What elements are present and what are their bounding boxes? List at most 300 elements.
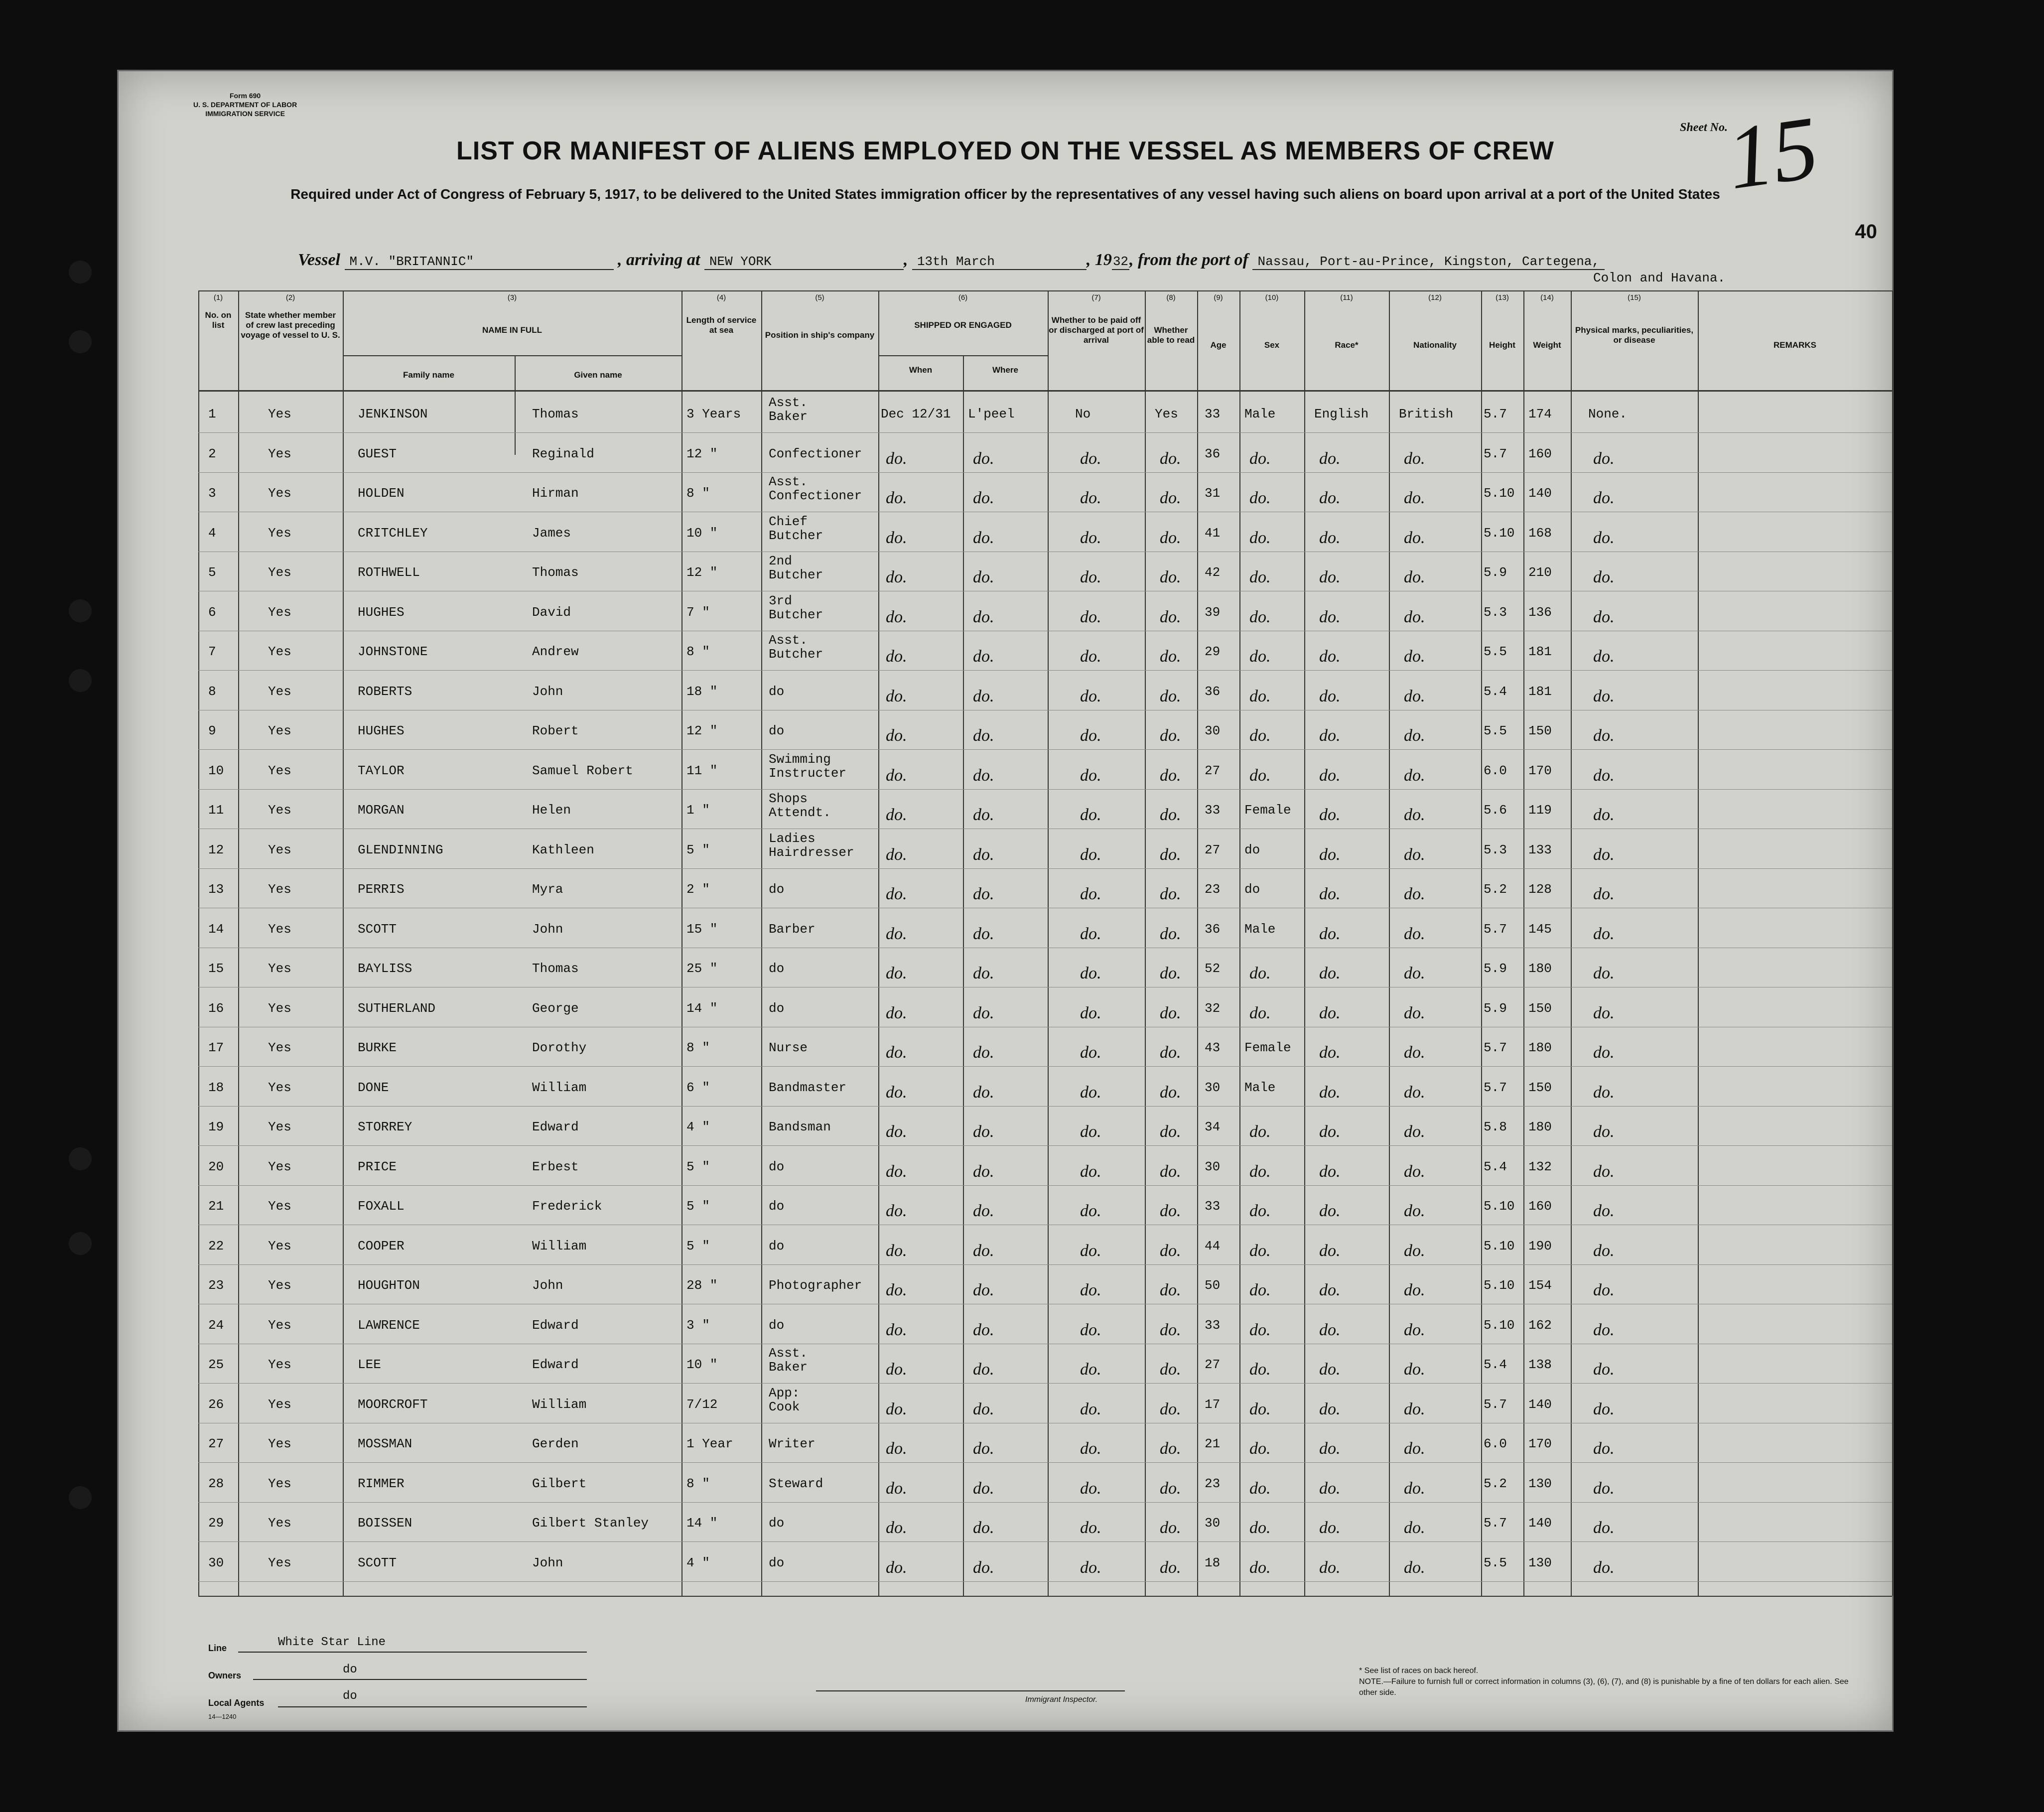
cell-age: 39 [1205, 604, 1221, 620]
ditto-mark: do. [1080, 489, 1101, 507]
ditto-mark: do. [1080, 1360, 1101, 1379]
ditto-mark: do. [886, 1241, 907, 1260]
footer-agents-value: do [343, 1689, 357, 1703]
footer-owners-value: do [343, 1663, 357, 1676]
cell-height: 5.7 [1484, 921, 1507, 937]
ditto-mark: do. [1319, 766, 1341, 785]
ditto-mark: do. [1593, 1281, 1615, 1299]
ditto-mark: do. [1160, 1162, 1181, 1181]
cell-no: 18 [208, 1080, 224, 1095]
footer-agents-label: Local Agents [208, 1698, 265, 1708]
cell-nationality: British [1399, 407, 1454, 421]
ditto-mark: do. [973, 489, 994, 507]
cell-age: 18 [1205, 1555, 1221, 1570]
ditto-mark: do. [1319, 806, 1341, 824]
header-height: Height [1489, 340, 1515, 350]
col-divider [1304, 290, 1305, 1596]
cell-height: 5.7 [1484, 1080, 1507, 1095]
ditto-mark: do. [1319, 1043, 1341, 1062]
ditto-mark: do. [1249, 726, 1271, 745]
ditto-mark: do. [1249, 568, 1271, 586]
inspector-label: Immigrant Inspector. [1025, 1695, 1098, 1704]
ditto-mark: do. [1319, 1479, 1341, 1498]
ditto-mark: do. [886, 489, 907, 507]
cell-sex: Female [1244, 803, 1291, 818]
ditto-mark: do. [1319, 449, 1341, 468]
cell-family-name: LAWRENCE [358, 1317, 420, 1333]
ditto-mark: do. [886, 1003, 907, 1022]
cell-given-name: Reginald [532, 446, 594, 461]
cell-member: Yes [268, 1199, 291, 1214]
ditto-mark: do. [1319, 607, 1341, 626]
ditto-mark: do. [1319, 647, 1341, 666]
col-num: (4) [716, 293, 726, 302]
cell-given-name: John [532, 1278, 563, 1293]
ditto-mark: do. [1404, 1122, 1425, 1141]
cell-member: Yes [268, 1238, 291, 1254]
cell-service: 14 " [686, 1000, 718, 1016]
row-rule [198, 670, 1892, 671]
header-weight: Weight [1533, 340, 1561, 350]
cell-given-name: Gilbert Stanley [532, 1516, 649, 1531]
row-rule [198, 1145, 1892, 1146]
cell-sex: do [1244, 882, 1260, 897]
ditto-mark: do. [1080, 924, 1101, 943]
cell-service: 12 " [686, 565, 718, 580]
cell-no: 2 [208, 446, 216, 461]
col-divider [681, 290, 682, 1596]
cell-height: 5.7 [1484, 407, 1507, 421]
ditto-mark: do. [1593, 1439, 1615, 1458]
ditto-mark: do. [973, 806, 994, 824]
cell-no: 10 [208, 763, 224, 778]
footer-rule [238, 1652, 587, 1653]
cell-age: 44 [1205, 1238, 1221, 1254]
cell-age: 36 [1205, 684, 1221, 699]
ditto-mark: do. [973, 924, 994, 943]
cell-height: 5.10 [1484, 525, 1515, 541]
cell-member: Yes [268, 644, 291, 659]
ditto-mark: do. [1593, 1162, 1615, 1181]
cell-given-name: Thomas [532, 961, 579, 976]
table-top-line [198, 290, 1892, 291]
cell-age: 30 [1205, 1080, 1221, 1095]
cell-height: 5.6 [1484, 803, 1507, 818]
row-rule [198, 1462, 1892, 1463]
ditto-mark: do. [973, 1162, 994, 1181]
col-num: (10) [1265, 293, 1279, 302]
cell-race: English [1314, 407, 1369, 421]
ditto-mark: do. [973, 687, 994, 705]
cell-height: 5.9 [1484, 961, 1507, 976]
cell-age: 34 [1205, 1119, 1221, 1134]
ditto-mark: do. [973, 726, 994, 745]
binder-hole [69, 1147, 92, 1170]
cell-family-name: PERRIS [358, 882, 405, 897]
cell-when: Dec 12/31 [881, 407, 951, 421]
cell-age: 21 [1205, 1436, 1221, 1451]
cell-service: 10 " [686, 1357, 718, 1372]
arrival-year: 32 [1112, 254, 1129, 269]
cell-weight: 181 [1528, 684, 1552, 699]
col-num: (5) [815, 293, 824, 302]
cell-age: 33 [1205, 803, 1221, 818]
col-divider [198, 290, 199, 1596]
col-num: (14) [1540, 293, 1554, 302]
ditto-mark: do. [1593, 964, 1615, 982]
year-prefix: 19 [1094, 251, 1112, 269]
ditto-mark: do. [886, 1281, 907, 1299]
cell-position: Confectioner [769, 446, 862, 461]
cell-given-name: William [532, 1080, 587, 1095]
manifest-title: LIST OR MANIFEST OF ALIENS EMPLOYED ON THE VESSEL AS MEMBERS OF CREW [456, 137, 1554, 165]
cell-service: 18 " [686, 684, 718, 699]
ditto-mark: do. [1404, 1519, 1425, 1537]
cell-family-name: TAYLOR [358, 763, 405, 778]
cell-age: 30 [1205, 1516, 1221, 1531]
cell-weight: 154 [1528, 1278, 1552, 1293]
ditto-mark: do. [1404, 885, 1425, 903]
cell-member: Yes [268, 1357, 291, 1372]
cell-member: Yes [268, 1317, 291, 1333]
cell-family-name: FOXALL [358, 1199, 405, 1214]
cell-service: 7/12 [686, 1396, 718, 1412]
cell-service: 2 " [686, 882, 710, 897]
cell-position: Writer [769, 1436, 816, 1451]
ditto-mark: do. [973, 1399, 994, 1418]
ditto-mark: do. [1160, 1439, 1181, 1458]
binder-hole [69, 1232, 92, 1255]
arrival-port: NEW YORK [704, 254, 904, 270]
cell-no: 30 [208, 1555, 224, 1570]
cell-service: 5 " [686, 1238, 710, 1254]
cell-weight: 150 [1528, 1080, 1552, 1095]
cell-height: 5.8 [1484, 1119, 1507, 1134]
ditto-mark: do. [1404, 1281, 1425, 1299]
cell-member: Yes [268, 1159, 291, 1174]
cell-height: 6.0 [1484, 1436, 1507, 1451]
ditto-mark: do. [1404, 647, 1425, 666]
cell-height: 5.3 [1484, 842, 1507, 857]
ditto-mark: do. [1160, 1558, 1181, 1577]
cell-height: 5.9 [1484, 1000, 1507, 1016]
cell-family-name: CRITCHLEY [358, 525, 428, 541]
cell-given-name: Edward [532, 1357, 579, 1372]
cell-service: 5 " [686, 842, 710, 857]
ditto-mark: do. [1249, 1519, 1271, 1537]
row-rule [198, 472, 1892, 473]
ditto-mark: do. [1249, 647, 1271, 666]
ditto-mark: do. [886, 964, 907, 982]
table-bottom-line [198, 1596, 1892, 1597]
cell-age: 43 [1205, 1040, 1221, 1055]
ditto-mark: do. [1404, 1439, 1425, 1458]
ditto-mark: do. [1160, 1043, 1181, 1062]
cell-family-name: HUGHES [358, 604, 405, 620]
row-rule [198, 1383, 1892, 1384]
cell-age: 50 [1205, 1278, 1221, 1293]
ditto-mark: do. [1160, 1083, 1181, 1102]
ditto-mark: do. [1319, 1083, 1341, 1102]
cell-no: 16 [208, 1000, 224, 1016]
cell-no: 17 [208, 1040, 224, 1055]
cell-member: Yes [268, 1516, 291, 1531]
cell-weight: 130 [1528, 1555, 1552, 1570]
cell-no: 24 [208, 1317, 224, 1333]
cell-no: 7 [208, 644, 216, 659]
cell-no: 21 [208, 1199, 224, 1214]
ditto-mark: do. [1249, 1558, 1271, 1577]
ditto-mark: do. [1080, 1558, 1101, 1577]
col-divider [1571, 290, 1572, 1596]
col-divider [1892, 290, 1893, 1596]
col-divider [1239, 290, 1240, 1596]
cell-member: Yes [268, 803, 291, 818]
ditto-mark: do. [1160, 1122, 1181, 1141]
col-divider [963, 355, 964, 1596]
name-subheader-line [343, 355, 681, 356]
cell-position: do [769, 961, 785, 976]
cell-family-name: SUTHERLAND [358, 1000, 436, 1016]
cell-no: 8 [208, 684, 216, 699]
col-divider [238, 290, 239, 1596]
ditto-mark: do. [1319, 1360, 1341, 1379]
cell-age: 27 [1205, 763, 1221, 778]
cell-given-name: Myra [532, 882, 563, 897]
header-state-member: State whether member of crew last preceding voyage of vessel to U. S. [241, 310, 340, 340]
col-num: (13) [1496, 293, 1509, 302]
col-divider [1389, 290, 1390, 1596]
ditto-mark: do. [1080, 885, 1101, 903]
ditto-mark: do. [973, 647, 994, 666]
header-race: Race* [1335, 340, 1359, 350]
ditto-mark: do. [1249, 449, 1271, 468]
ditto-mark: do. [1160, 489, 1181, 507]
cell-weight: 130 [1528, 1476, 1552, 1491]
cell-given-name: Erbest [532, 1159, 579, 1174]
cell-member: Yes [268, 1278, 291, 1293]
cell-age: 23 [1205, 882, 1221, 897]
ditto-mark: do. [1080, 1399, 1101, 1418]
ditto-mark: do. [886, 1083, 907, 1102]
cell-weight: 150 [1528, 723, 1552, 738]
vessel-line: Vessel M.V. "BRITANNIC" , arriving at NEW YORK , 13th March , 1932, from the port of Nassau, Port-au-Prince, Kingston, Cartegena, [298, 251, 1605, 270]
cell-age: 52 [1205, 961, 1221, 976]
cell-member: Yes [268, 1040, 291, 1055]
header-able-read: Whether able to read [1147, 325, 1195, 345]
cell-no: 9 [208, 723, 216, 738]
ditto-mark: do. [1319, 528, 1341, 547]
ditto-mark: do. [1593, 607, 1615, 626]
ditto-mark: do. [1319, 885, 1341, 903]
cell-age: 30 [1205, 723, 1221, 738]
ditto-mark: do. [973, 607, 994, 626]
ditto-mark: do. [1160, 1241, 1181, 1260]
ditto-mark: do. [973, 1439, 994, 1458]
cell-position: do [769, 1199, 785, 1214]
ditto-mark: do. [886, 1399, 907, 1418]
cell-family-name: BURKE [358, 1040, 397, 1055]
ditto-mark: do. [1080, 1519, 1101, 1537]
ditto-mark: do. [973, 1083, 994, 1102]
ditto-mark: do. [1593, 806, 1615, 824]
cell-position: Asst. Confectioner [769, 474, 862, 503]
ditto-mark: do. [1080, 1083, 1101, 1102]
row-rule [198, 432, 1892, 433]
col-num: (1) [213, 293, 223, 302]
cell-height: 5.5 [1484, 644, 1507, 659]
cell-weight: 181 [1528, 644, 1552, 659]
ditto-mark: do. [1404, 806, 1425, 824]
cell-service: 3 " [686, 1317, 710, 1333]
cell-service: 5 " [686, 1159, 710, 1174]
cell-position: do [769, 1000, 785, 1016]
ditto-mark: do. [1160, 885, 1181, 903]
cell-position: Swimming Instructer [769, 751, 847, 781]
cell-height: 5.4 [1484, 1357, 1507, 1372]
ditto-mark: do. [1593, 1003, 1615, 1022]
ditto-mark: do. [1593, 1519, 1615, 1537]
cell-position: Shops Attendt. [769, 791, 831, 820]
cell-weight: 138 [1528, 1357, 1552, 1372]
ditto-mark: do. [1080, 607, 1101, 626]
ditto-mark: do. [973, 1122, 994, 1141]
ditto-mark: do. [886, 924, 907, 943]
row-rule [198, 868, 1892, 869]
ditto-mark: do. [1249, 1241, 1271, 1260]
sheet-number: 15 [1721, 97, 1824, 208]
header-bottom-line [198, 390, 1892, 392]
cell-service: 11 " [686, 763, 718, 778]
cell-position: Steward [769, 1476, 823, 1491]
ditto-mark: do. [1080, 1281, 1101, 1299]
ditto-mark: do. [1080, 1202, 1101, 1220]
ditto-mark: do. [1160, 1003, 1181, 1022]
cell-sex: Male [1244, 1080, 1276, 1095]
ditto-mark: do. [1080, 964, 1101, 982]
ditto-mark: do. [886, 568, 907, 586]
cell-age: 33 [1205, 1317, 1221, 1333]
cell-position: do [769, 1159, 785, 1174]
ditto-mark: do. [886, 1360, 907, 1379]
header-age: Age [1210, 340, 1226, 350]
ditto-mark: do. [1160, 568, 1181, 586]
ditto-mark: do. [973, 1241, 994, 1260]
ditto-mark: do. [1249, 1162, 1271, 1181]
header-nationality: Nationality [1413, 340, 1457, 350]
cell-no: 11 [208, 803, 224, 818]
col-num: (6) [958, 293, 968, 302]
ditto-mark: do. [1404, 449, 1425, 468]
cell-age: 23 [1205, 1476, 1221, 1491]
cell-height: 5.2 [1484, 882, 1507, 897]
col-divider [761, 290, 762, 1596]
ditto-mark: do. [1160, 1519, 1181, 1537]
binder-hole [69, 1486, 92, 1509]
row-rule [198, 1502, 1892, 1503]
ditto-mark: do. [973, 1479, 994, 1498]
col-num: (2) [285, 293, 295, 302]
footer-line-value: White Star Line [278, 1636, 386, 1649]
ditto-mark: do. [1404, 1399, 1425, 1418]
ditto-mark: do. [1404, 528, 1425, 547]
cell-height: 5.7 [1484, 1516, 1507, 1531]
cell-member: Yes [268, 684, 291, 699]
ditto-mark: do. [886, 1122, 907, 1141]
ditto-mark: do. [1160, 726, 1181, 745]
cell-member: Yes [268, 1555, 291, 1570]
ditto-mark: do. [886, 766, 907, 785]
cell-height: 5.5 [1484, 723, 1507, 738]
ditto-mark: do. [1160, 1399, 1181, 1418]
row-rule [198, 789, 1892, 790]
ditto-mark: do. [973, 1281, 994, 1299]
cell-member: Yes [268, 1476, 291, 1491]
cell-physical-marks: None. [1588, 407, 1628, 421]
ditto-mark: do. [1080, 568, 1101, 586]
ditto-mark: do. [886, 1202, 907, 1220]
cell-position: do [769, 882, 785, 897]
cell-height: 5.3 [1484, 604, 1507, 620]
ditto-mark: do. [1319, 568, 1341, 586]
col-num: (7) [1091, 293, 1101, 302]
ditto-mark: do. [1593, 1360, 1615, 1379]
cell-member: Yes [268, 1396, 291, 1412]
note-races: * See list of races on back hereof. [1359, 1667, 1479, 1675]
ditto-mark: do. [1080, 647, 1101, 666]
header-no-on-list: No. on list [205, 310, 232, 330]
ditto-mark: do. [1249, 964, 1271, 982]
ditto-mark: do. [1593, 726, 1615, 745]
cell-given-name: Thomas [532, 565, 579, 580]
ditto-mark: do. [1080, 766, 1101, 785]
ditto-mark: do. [1319, 845, 1341, 864]
inspector-signature-line [816, 1690, 1125, 1691]
shipped-subheader-line [878, 355, 1048, 356]
cell-family-name: RIMMER [358, 1476, 405, 1491]
cell-height: 5.10 [1484, 1238, 1515, 1254]
cell-member: Yes [268, 723, 291, 738]
ditto-mark: do. [1404, 1003, 1425, 1022]
ditto-mark: do. [1160, 1479, 1181, 1498]
ditto-mark: do. [1080, 449, 1101, 468]
cell-height: 5.9 [1484, 565, 1507, 580]
ditto-mark: do. [973, 1360, 994, 1379]
cell-weight: 180 [1528, 1119, 1552, 1134]
note-penalty: NOTE.—Failure to furnish full or correct information in columns (3), (6), (7), and (8) is punishable by a fine of ten dollars for each alien. See other side. [1359, 1677, 1849, 1697]
cell-given-name: Dorothy [532, 1040, 587, 1055]
cell-weight: 119 [1528, 803, 1552, 818]
cell-given-name: Helen [532, 803, 571, 818]
ditto-mark: do. [1593, 528, 1615, 547]
ditto-mark: do. [1080, 1479, 1101, 1498]
cell-weight: 136 [1528, 604, 1552, 620]
ditto-mark: do. [973, 1320, 994, 1339]
header-name-in-full: NAME IN FULL [482, 325, 542, 335]
ditto-mark: do. [1404, 845, 1425, 864]
ditto-mark: do. [1319, 1281, 1341, 1299]
ditto-mark: do. [1404, 1043, 1425, 1062]
cell-height: 5.7 [1484, 1396, 1507, 1412]
ditto-mark: do. [1593, 1043, 1615, 1062]
ditto-mark: do. [1404, 1241, 1425, 1260]
cell-given-name: William [532, 1396, 587, 1412]
ditto-mark: do. [1249, 766, 1271, 785]
binder-hole [69, 261, 92, 283]
ditto-mark: do. [1249, 1003, 1271, 1022]
header-length-service: Length of service at sea [686, 315, 757, 335]
ditto-mark: do. [1249, 1479, 1271, 1498]
